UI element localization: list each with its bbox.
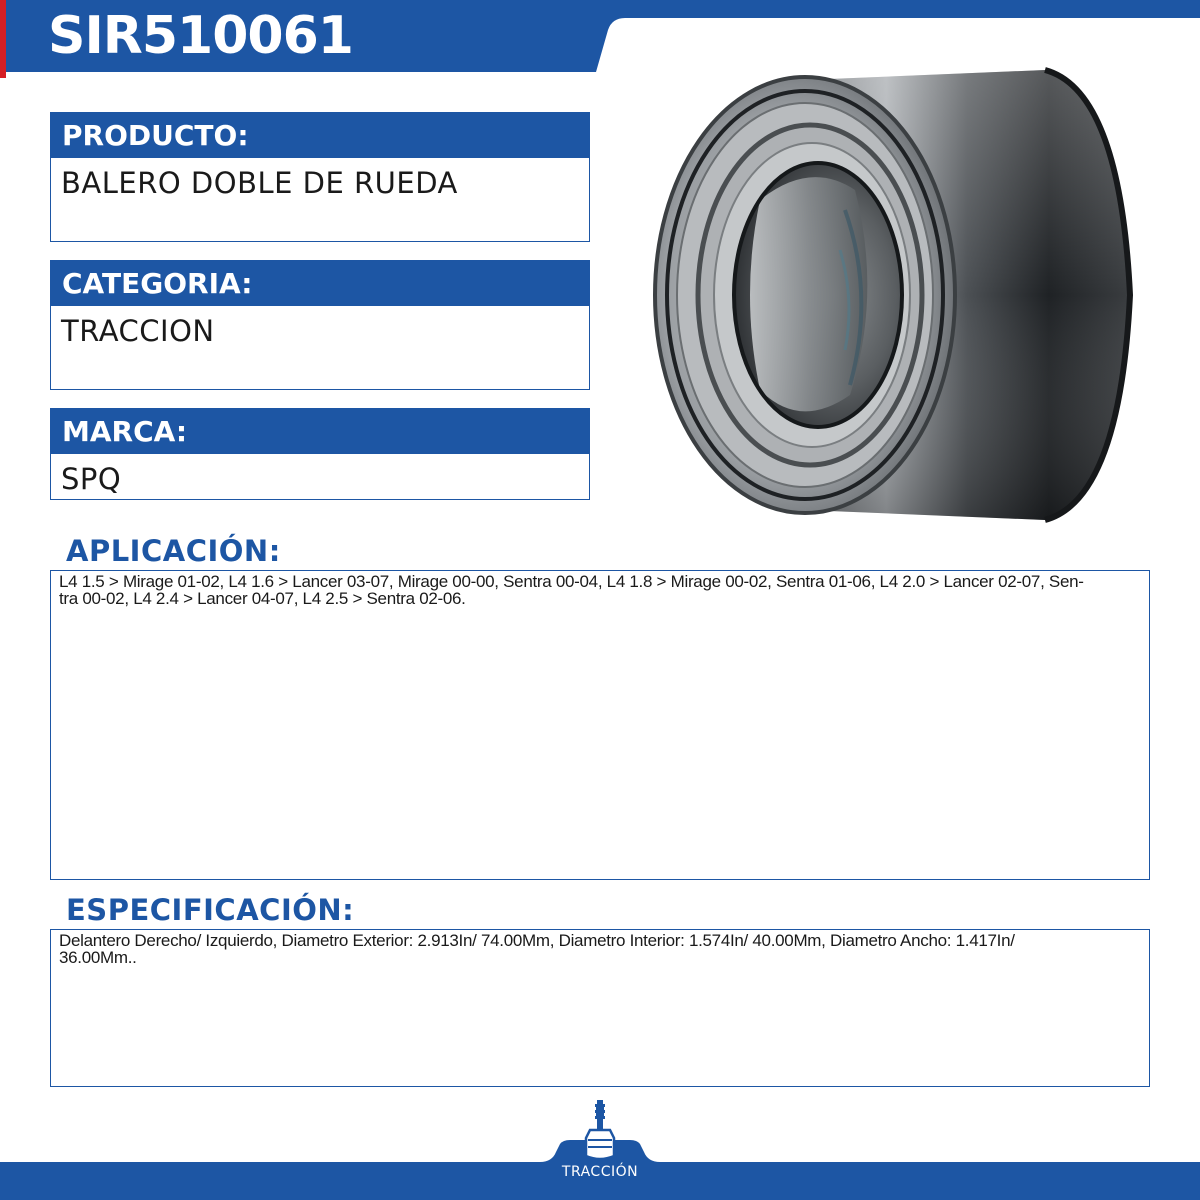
categoria-label: CATEGORIA: <box>50 260 590 306</box>
marca-label: MARCA: <box>50 408 590 454</box>
especificacion-text-box <box>50 929 1150 1087</box>
especificacion-text-line: Delantero Derecho/ Izquierdo, Diametro Exterior: 2.913In/ 74.00Mm, Diametro Interior: 1.574In/ 40.00Mm, Diametro Ancho: 1.417In/ <box>59 931 1015 950</box>
producto-value: BALERO DOBLE DE RUEDA <box>50 158 590 242</box>
wheel-bearing-image <box>650 50 1150 540</box>
especificacion-heading: ESPECIFICACIÓN: <box>66 893 355 927</box>
aplicacion-text-box <box>50 570 1150 880</box>
marca-block <box>50 408 590 500</box>
footer-category-label: TRACCIÓN <box>561 1164 639 1180</box>
categoria-value: TRACCION <box>50 306 590 390</box>
red-accent-strip <box>0 0 6 78</box>
aplicacion-text-line: L4 1.5 > Mirage 01-02, L4 1.6 > Lancer 03-07, Mirage 00-00, Sentra 00-04, L4 1.8 > Mirage 00-02, Sentra 01-06, L4 2.0 > Lancer 02-07, Sen- <box>59 572 1084 591</box>
aplicacion-heading: APLICACIÓN: <box>66 534 281 568</box>
sku-title: SIR510061 <box>48 6 353 66</box>
producto-block <box>50 112 590 242</box>
marca-value: SPQ <box>50 454 590 500</box>
cv-joint-icon <box>582 1100 618 1164</box>
especificacion-text-line: 36.00Mm.. <box>59 948 137 967</box>
categoria-block <box>50 260 590 390</box>
aplicacion-text-line: tra 00-02, L4 2.4 > Lancer 04-07, L4 2.5 > Sentra 02-06. <box>59 589 466 608</box>
producto-label: PRODUCTO: <box>50 112 590 158</box>
